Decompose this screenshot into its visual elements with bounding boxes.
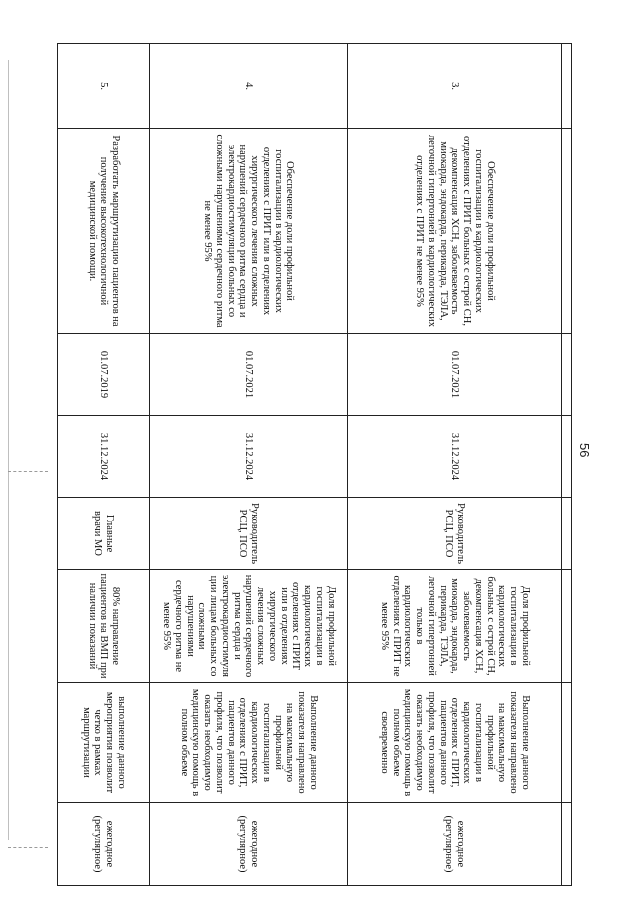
row-number: 5. <box>58 44 150 129</box>
fold-mark <box>8 847 48 848</box>
rotated-table-container <box>57 43 572 885</box>
result-cell: Выполнение данного показателя направлено на максимальную профильной госпитализации в кардиологических отделениях с ПРИТ, пациентов данного профиля, что позволит оказать необходимую медицинскую помощь в полном объеме <box>150 683 348 803</box>
start-date-cell: 01.07.2021 <box>348 334 562 416</box>
periodicity-cell: ежегодное (регулярное) <box>348 803 562 886</box>
indicator-cell: Доля профильной госпитализации в кардиологических больных с острой СН, декомпенсация ХСН, заболеваемость миокарда, эндокарда, перикарда, ТЭЛА, легочной гипертонией только в кардиологических отделениях с ПРИТ не менее 95% <box>348 570 562 683</box>
page-number: 56 <box>577 443 592 458</box>
start-date-cell: 01.07.2021 <box>150 334 348 416</box>
fold-mark <box>8 471 48 472</box>
result-cell: выполнение данного мероприятия позволит четко в рамках маршрутизации <box>58 683 150 803</box>
row-number: 4. <box>150 44 348 129</box>
periodicity-cell: ежегодное (регулярное) <box>58 803 150 886</box>
table-row <box>348 44 562 886</box>
end-date-cell: 31.12.2024 <box>150 416 348 498</box>
table-row <box>58 44 150 886</box>
task-cell: Обеспечение доли профильной госпитализации в кардиологических отделениях с ПРИТ больных с острой СН, декомпенсация ХСН, заболеваемость миокарда, эндокарда, перикарда, ТЭЛА, легочной гипертонией в кардиологических отделениях с ПРИТ не менее 95% <box>348 129 562 334</box>
responsible-cell: Главные врачи МО <box>58 498 150 570</box>
table-row-top-continuation <box>562 44 572 886</box>
row-number: 3. <box>348 44 562 129</box>
responsible-cell: Руководитель РСЦ, ПСО <box>150 498 348 570</box>
indicator-cell: Доля профильной госпитализации в кардиологических отделениях с ПРИТ или в отделениях хирургического лечения сложных нарушений сердечного ритма сердца и электрокардиостимуляции лицам больных со сложными нарушениями сердечного ритма не менее 95% <box>150 570 348 683</box>
task-cell: Обеспечение доли профильной госпитализации в кардиологических отделениях с ПРИТ или в отделениях хирургического лечения сложных нарушений сердечного ритма сердца и электрокардиостимуляции больных со сложными нарушениями сердечного ритма не менее 95% <box>150 129 348 334</box>
action-plan-table <box>57 43 572 886</box>
result-cell: Выполнение данного показателя направлено на максимальную профильной госпитализации в кардиологических отделениях с ПРИТ, пациентов данного профиля, что позволит оказать необходимую медицинскую помощь в полном объеме своевременно <box>348 683 562 803</box>
end-date-cell: 31.12.2024 <box>58 416 150 498</box>
table-row <box>150 44 348 886</box>
indicator-cell: 80% направление пациентов на ВМП при наличии показаний <box>58 570 150 683</box>
responsible-cell: Руководитель РСЦ, ПСО <box>348 498 562 570</box>
task-cell: Разработать маршрутизацию пациентов на получение высокотехнологичной медицинской помощи. <box>58 129 150 334</box>
page-edge-rule <box>8 60 10 840</box>
start-date-cell: 01.07.2019 <box>58 334 150 416</box>
end-date-cell: 31.12.2024 <box>348 416 562 498</box>
periodicity-cell: ежегодное (регулярное) <box>150 803 348 886</box>
